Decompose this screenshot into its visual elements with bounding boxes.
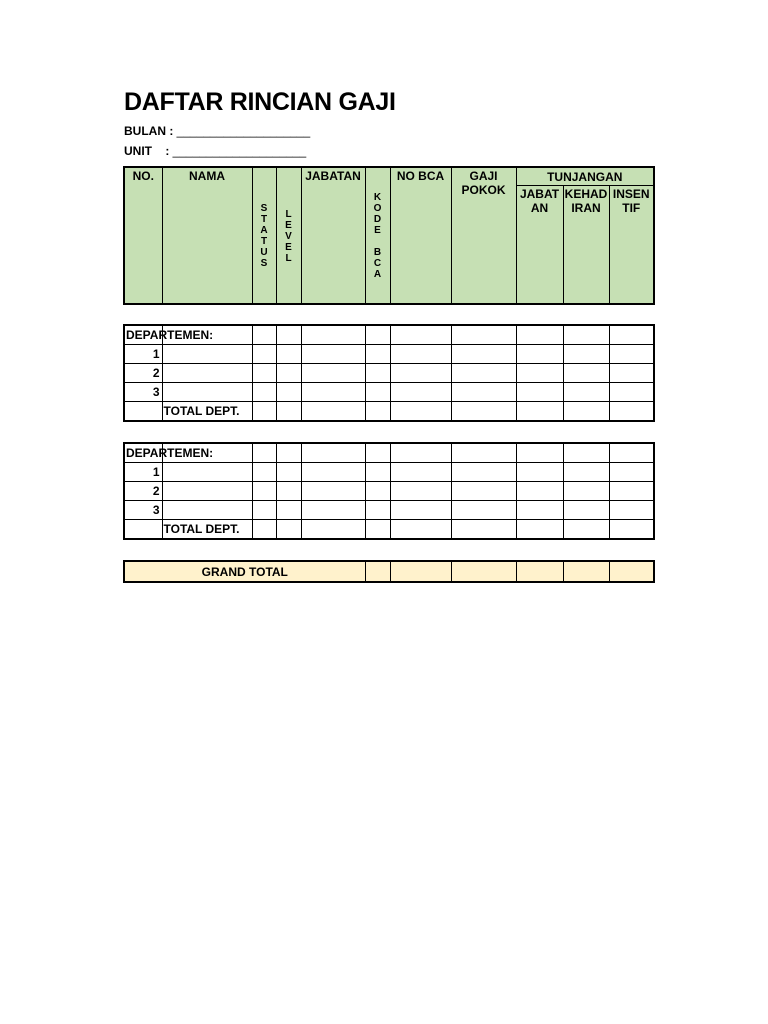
cell[interactable]	[563, 364, 609, 383]
cell[interactable]	[390, 402, 451, 422]
unit-label: UNIT :	[124, 144, 170, 158]
department-label-cell[interactable]	[124, 443, 214, 463]
status-letter: A	[260, 225, 268, 236]
cell[interactable]	[609, 402, 654, 422]
cell[interactable]	[563, 463, 609, 482]
cell[interactable]	[252, 383, 276, 402]
cell[interactable]	[162, 463, 252, 482]
kode-bca-letter: D	[373, 214, 382, 225]
department-label-cell[interactable]	[124, 325, 214, 345]
status-letter: U	[260, 247, 268, 258]
table-row	[124, 383, 654, 402]
cell[interactable]	[365, 443, 390, 463]
cell[interactable]	[451, 402, 516, 422]
cell[interactable]	[516, 463, 563, 482]
cell[interactable]	[365, 325, 390, 345]
department-table-2	[123, 442, 655, 540]
header-table	[123, 166, 655, 305]
cell[interactable]	[162, 364, 252, 383]
cell[interactable]	[609, 561, 654, 582]
level-letter: E	[285, 219, 292, 231]
page-title: DAFTAR RINCIAN GAJI	[124, 88, 396, 116]
header-tunjangan: TUNJANGAN	[516, 167, 654, 186]
cell[interactable]	[301, 383, 365, 402]
cell[interactable]	[390, 364, 451, 383]
cell[interactable]	[451, 501, 516, 520]
header-no-bca: NO BCA	[390, 167, 451, 304]
header-no: NO.	[124, 167, 162, 304]
cell[interactable]	[390, 482, 451, 501]
cell[interactable]	[390, 345, 451, 364]
cell[interactable]	[609, 501, 654, 520]
cell[interactable]	[252, 325, 276, 345]
table-row	[124, 345, 654, 364]
cell[interactable]	[451, 482, 516, 501]
cell[interactable]	[301, 364, 365, 383]
cell[interactable]	[609, 520, 654, 540]
level-letter: L	[285, 252, 292, 264]
header-tunjangan-insentif: INSENTIF	[609, 186, 654, 305]
status-letter: T	[260, 236, 268, 247]
cell[interactable]	[276, 345, 301, 364]
cell[interactable]	[365, 402, 390, 422]
cell[interactable]	[301, 345, 365, 364]
cell[interactable]	[451, 463, 516, 482]
department-label: DEPARTEMEN:	[126, 446, 214, 460]
cell[interactable]	[516, 561, 563, 582]
cell[interactable]	[365, 383, 390, 402]
status-letter: S	[260, 203, 268, 214]
table-row	[124, 501, 654, 520]
level-letter: V	[285, 230, 292, 242]
cell[interactable]	[276, 364, 301, 383]
total-dept-label: TOTAL DEPT.	[162, 520, 252, 540]
cell[interactable]	[301, 325, 365, 345]
cell[interactable]	[563, 345, 609, 364]
cell[interactable]	[390, 501, 451, 520]
cell[interactable]	[563, 443, 609, 463]
cell[interactable]	[301, 482, 365, 501]
bulan-label: BULAN :	[124, 124, 174, 138]
level-letter: L	[285, 208, 292, 220]
cell[interactable]	[609, 364, 654, 383]
row-number: 1	[124, 463, 162, 482]
cell[interactable]	[390, 443, 451, 463]
row-number: 2	[124, 482, 162, 501]
cell[interactable]	[162, 482, 252, 501]
cell[interactable]	[162, 383, 252, 402]
cell[interactable]	[276, 501, 301, 520]
kode-bca-letter: C	[373, 258, 382, 269]
cell[interactable]	[276, 325, 301, 345]
cell[interactable]	[563, 402, 609, 422]
cell[interactable]	[516, 383, 563, 402]
cell[interactable]	[563, 383, 609, 402]
cell[interactable]	[365, 463, 390, 482]
cell[interactable]	[451, 325, 516, 345]
cell[interactable]	[301, 501, 365, 520]
cell[interactable]	[365, 561, 390, 582]
cell[interactable]	[276, 463, 301, 482]
header-tunjangan-kehadiran: KEHADIRAN	[563, 186, 609, 305]
header-nama: NAMA	[162, 167, 252, 304]
cell[interactable]	[252, 345, 276, 364]
kode-bca-letter: K	[373, 192, 382, 203]
total-row	[124, 520, 654, 540]
header-gaji-pokok: GAJI POKOK	[451, 167, 516, 304]
status-letter: S	[260, 258, 268, 269]
cell[interactable]	[301, 443, 365, 463]
cell[interactable]	[563, 561, 609, 582]
cell[interactable]	[124, 402, 162, 422]
department-label: DEPARTEMEN:	[126, 328, 214, 342]
cell[interactable]	[451, 561, 516, 582]
cell[interactable]	[516, 443, 563, 463]
cell[interactable]	[563, 501, 609, 520]
cell[interactable]	[252, 443, 276, 463]
bulan-blank[interactable]: ____________________	[176, 124, 311, 138]
cell[interactable]	[563, 520, 609, 540]
bulan-line	[124, 124, 310, 138]
cell[interactable]	[516, 325, 563, 345]
cell[interactable]	[451, 443, 516, 463]
header-kode-bca	[365, 167, 390, 304]
cell[interactable]	[276, 482, 301, 501]
cell[interactable]	[365, 364, 390, 383]
row-number: 3	[124, 383, 162, 402]
cell[interactable]	[252, 501, 276, 520]
cell[interactable]	[609, 383, 654, 402]
cell[interactable]	[276, 402, 301, 422]
cell[interactable]	[451, 383, 516, 402]
cell[interactable]	[390, 561, 451, 582]
cell[interactable]	[301, 402, 365, 422]
header-jabatan: JABATAN	[301, 167, 365, 304]
cell[interactable]	[609, 463, 654, 482]
cell[interactable]	[365, 501, 390, 520]
kode-bca-letter: O	[373, 203, 382, 214]
row-number: 1	[124, 345, 162, 364]
cell[interactable]	[516, 364, 563, 383]
kode-bca-letter	[366, 236, 390, 247]
cell[interactable]	[516, 345, 563, 364]
table-row	[124, 364, 654, 383]
header-tunjangan-jabatan: JABATAN	[516, 186, 563, 305]
cell[interactable]	[276, 383, 301, 402]
cell[interactable]	[252, 402, 276, 422]
kode-bca-letter: A	[373, 269, 382, 280]
cell[interactable]	[563, 482, 609, 501]
cell[interactable]	[252, 520, 276, 540]
cell[interactable]	[516, 482, 563, 501]
table-row	[124, 463, 654, 482]
cell[interactable]	[516, 520, 563, 540]
cell[interactable]	[365, 520, 390, 540]
kode-bca-letter: E	[374, 225, 381, 236]
cell[interactable]	[390, 383, 451, 402]
kode-bca-letter: B	[373, 247, 382, 258]
cell[interactable]	[276, 520, 301, 540]
unit-line	[124, 144, 306, 158]
cell[interactable]	[252, 463, 276, 482]
grand-total-table	[123, 560, 655, 583]
header-status	[252, 167, 276, 304]
cell[interactable]	[563, 325, 609, 345]
level-letter: E	[285, 241, 292, 253]
department-table-1	[123, 324, 655, 422]
cell[interactable]	[124, 520, 162, 540]
unit-blank[interactable]: ____________________	[172, 144, 307, 158]
grand-total-label: GRAND TOTAL	[124, 561, 365, 582]
row-number: 3	[124, 501, 162, 520]
status-letter: T	[260, 214, 268, 225]
cell[interactable]	[162, 501, 252, 520]
cell[interactable]	[609, 482, 654, 501]
department-row	[124, 443, 654, 463]
department-row	[124, 325, 654, 345]
cell[interactable]	[252, 482, 276, 501]
cell[interactable]	[516, 402, 563, 422]
total-dept-label: TOTAL DEPT.	[162, 402, 252, 422]
total-row	[124, 402, 654, 422]
cell[interactable]	[390, 325, 451, 345]
cell[interactable]	[301, 520, 365, 540]
cell[interactable]	[516, 501, 563, 520]
cell[interactable]	[390, 520, 451, 540]
cell[interactable]	[162, 345, 252, 364]
cell[interactable]	[609, 443, 654, 463]
cell[interactable]	[451, 364, 516, 383]
cell[interactable]	[451, 520, 516, 540]
row-number: 2	[124, 364, 162, 383]
cell[interactable]	[390, 463, 451, 482]
grand-total-row	[124, 561, 654, 582]
cell[interactable]	[276, 443, 301, 463]
cell[interactable]	[609, 345, 654, 364]
cell[interactable]	[609, 325, 654, 345]
header-level	[276, 167, 301, 304]
cell[interactable]	[301, 463, 365, 482]
cell[interactable]	[451, 345, 516, 364]
table-row	[124, 482, 654, 501]
cell[interactable]	[365, 345, 390, 364]
cell[interactable]	[252, 364, 276, 383]
cell[interactable]	[365, 482, 390, 501]
